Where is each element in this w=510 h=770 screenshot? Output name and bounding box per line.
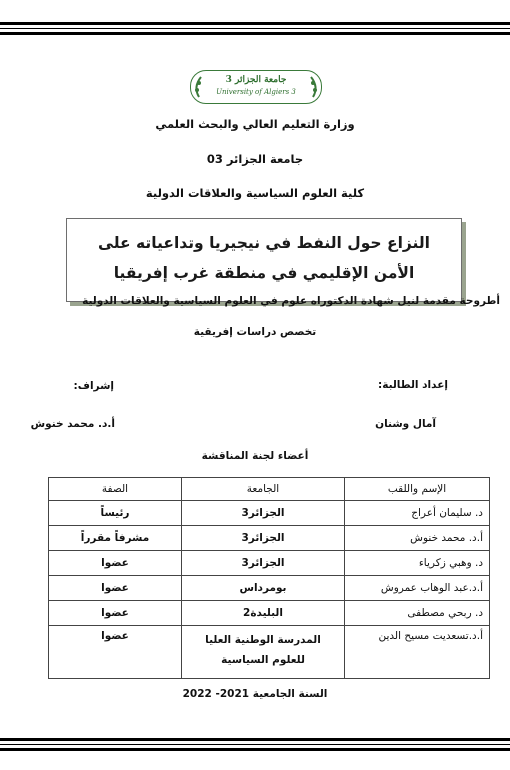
- committee-table: [48, 477, 490, 679]
- table-row: [49, 526, 490, 551]
- student-name: آمال وشنان: [375, 418, 436, 430]
- column-header-name: الإسم واللقب: [345, 478, 490, 501]
- member-name: أ.د.عبد الوهاب عمروش: [345, 576, 490, 601]
- logo-arabic-text: جامعة الجزائر 3: [225, 75, 287, 85]
- member-role: عضوا: [49, 551, 182, 576]
- university-logo: [190, 70, 322, 104]
- supervisor-label: إشراف:: [73, 380, 114, 392]
- supervisor-name: أ.د. محمد خنوش: [30, 418, 115, 430]
- university-name: جامعة الجزائر 03: [206, 152, 304, 166]
- table-row: [49, 601, 490, 626]
- column-header-university: الجامعة: [182, 478, 345, 501]
- member-name: د. سليمان أعراج: [345, 501, 490, 526]
- table-row: [49, 576, 490, 601]
- member-name: أ.د. محمد خنوش: [345, 526, 490, 551]
- thesis-title-box: [66, 218, 462, 302]
- bottom-border: [0, 738, 510, 754]
- member-name: د. ربحي مصطفى: [345, 601, 490, 626]
- academic-year: السنة الجامعية 2021- 2022: [182, 688, 328, 700]
- member-university: البليدة2: [182, 601, 345, 626]
- member-role: مشرفاً مقرراً: [49, 526, 182, 551]
- member-role: رئيساً: [49, 501, 182, 526]
- top-border: [0, 22, 510, 38]
- member-role: عضوا: [49, 601, 182, 626]
- member-name: أ.د.تسعديت مسيح الدين: [345, 626, 490, 679]
- member-university: الجزائر3: [182, 526, 345, 551]
- member-university: الجزائر3: [182, 501, 345, 526]
- thesis-title: النزاع حول النفط في نيجيريا وتداعياته على الأمن الإقليمي في منطقة غرب إفريقيا: [98, 234, 430, 282]
- logo-english-text: University of Algiers 3: [216, 88, 296, 96]
- table-row: [49, 501, 490, 526]
- member-university: بومرداس: [182, 576, 345, 601]
- prepared-by-label: إعداد الطالبة:: [378, 379, 448, 391]
- table-header-row: [49, 478, 490, 501]
- member-name: د. وهبي زكرياء: [345, 551, 490, 576]
- member-role: عضوا: [49, 626, 182, 679]
- member-university: المدرسة الوطنية العليا للعلوم السياسية: [182, 626, 345, 679]
- table-row: [49, 626, 490, 679]
- member-role: عضوا: [49, 576, 182, 601]
- committee-heading: أعضاء لجنة المناقشة: [201, 450, 309, 462]
- faculty-name: كلية العلوم السياسية والعلاقات الدولية: [145, 186, 365, 200]
- member-university: الجزائر3: [182, 551, 345, 576]
- table-row: [49, 551, 490, 576]
- ministry-name: وزارة التعليم العالي والبحث العلمي: [155, 117, 355, 131]
- column-header-role: الصفة: [49, 478, 182, 501]
- specialty: تخصص دراسات إفريقية: [193, 326, 317, 338]
- thesis-statement: أطروحة مقدمة لنيل شهادة الدكتوراه علوم في العلوم السياسية والعلاقات الدولية: [82, 295, 500, 307]
